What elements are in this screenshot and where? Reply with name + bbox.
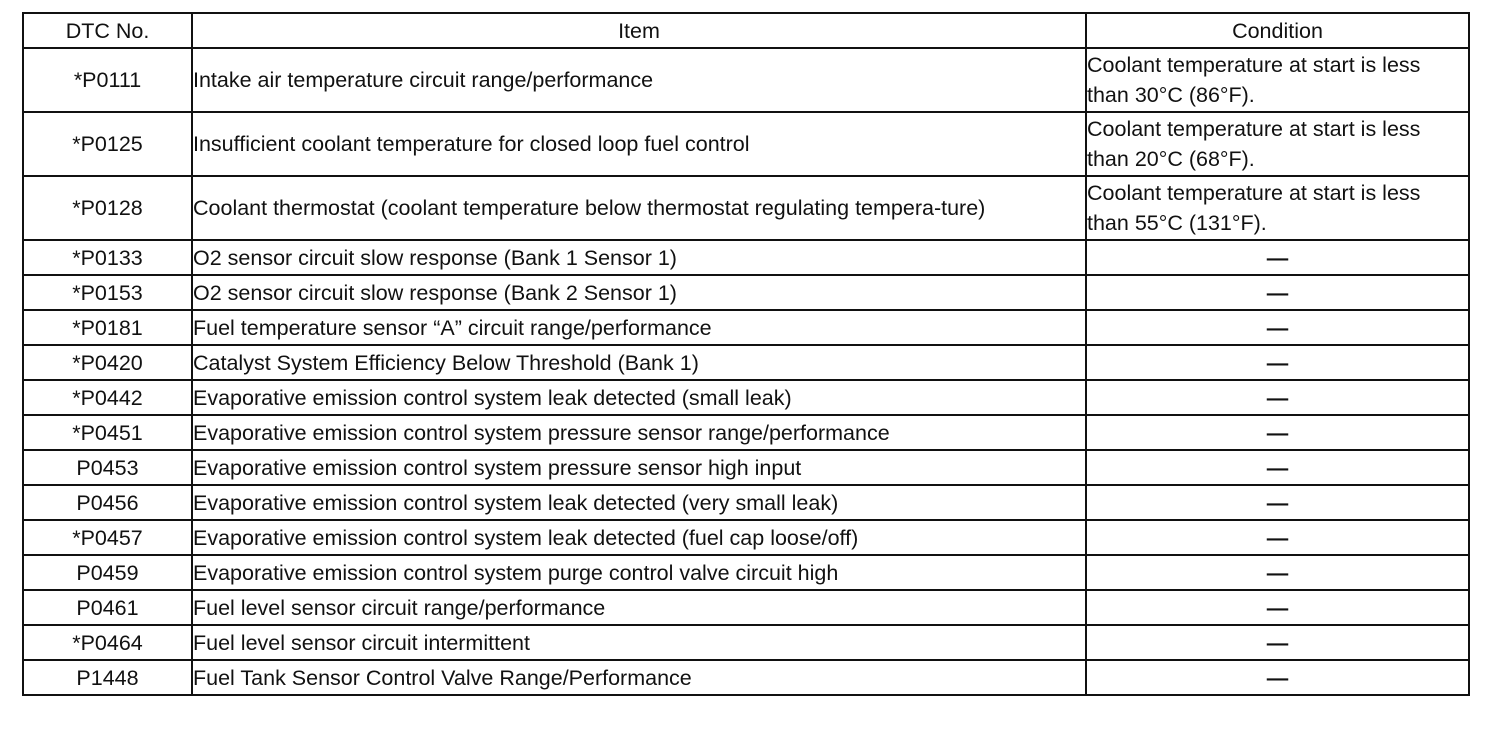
- dash-glyph: —: [1266, 665, 1289, 690]
- dtc-code: *P0181: [23, 310, 192, 345]
- header-row: [23, 13, 1469, 48]
- table-row: [23, 590, 1469, 625]
- dtc-item: Fuel temperature sensor “A” circuit range/performance: [192, 310, 1086, 345]
- table-row: [23, 310, 1469, 345]
- dtc-code: *P0420: [23, 345, 192, 380]
- dtc-code: P1448: [23, 660, 192, 695]
- table-row: [23, 240, 1469, 275]
- dtc-item: Fuel level sensor circuit intermittent: [192, 625, 1086, 660]
- dtc-item: Evaporative emission control system pressure sensor high input: [192, 450, 1086, 485]
- dtc-code: *P0153: [23, 275, 192, 310]
- dtc-condition: Coolant temperature at start is less than 55°C (131°F).: [1086, 176, 1469, 240]
- table-row: [23, 112, 1469, 176]
- dtc-code: *P0442: [23, 380, 192, 415]
- dash-glyph: —: [1266, 525, 1289, 550]
- dtc-condition-dash: [1086, 310, 1469, 345]
- dtc-condition-dash: [1086, 450, 1469, 485]
- table-row: [23, 415, 1469, 450]
- table-row: [23, 380, 1469, 415]
- dash-glyph: —: [1266, 280, 1289, 305]
- header-item: Item: [192, 13, 1086, 48]
- dtc-table: [22, 12, 1470, 696]
- dtc-condition-dash: [1086, 660, 1469, 695]
- dash-glyph: —: [1266, 490, 1289, 515]
- table-row: [23, 625, 1469, 660]
- table-row: [23, 485, 1469, 520]
- dtc-item: O2 sensor circuit slow response (Bank 2 Sensor 1): [192, 275, 1086, 310]
- dtc-item: O2 sensor circuit slow response (Bank 1 Sensor 1): [192, 240, 1086, 275]
- dtc-item: Evaporative emission control system pressure sensor range/performance: [192, 415, 1086, 450]
- dtc-condition-dash: [1086, 380, 1469, 415]
- dtc-condition-dash: [1086, 590, 1469, 625]
- dtc-condition-dash: [1086, 240, 1469, 275]
- dtc-code: P0459: [23, 555, 192, 590]
- header-dtc-no: DTC No.: [23, 13, 192, 48]
- table-row: [23, 660, 1469, 695]
- dtc-item: Evaporative emission control system leak detected (very small leak): [192, 485, 1086, 520]
- dtc-item: Coolant thermostat (coolant temperature below thermostat regulating tempera-ture): [192, 176, 1086, 240]
- table-row: [23, 176, 1469, 240]
- dash-glyph: —: [1266, 595, 1289, 620]
- dtc-code: P0461: [23, 590, 192, 625]
- dtc-condition-dash: [1086, 555, 1469, 590]
- dtc-code: *P0125: [23, 112, 192, 176]
- dtc-condition-dash: [1086, 625, 1469, 660]
- dash-glyph: —: [1266, 245, 1289, 270]
- table-row: [23, 450, 1469, 485]
- dtc-item: Fuel level sensor circuit range/performance: [192, 590, 1086, 625]
- table-row: [23, 48, 1469, 112]
- dtc-item: Insufficient coolant temperature for closed loop fuel control: [192, 112, 1086, 176]
- dtc-code: *P0451: [23, 415, 192, 450]
- dash-glyph: —: [1266, 455, 1289, 480]
- dtc-condition: Coolant temperature at start is less than 30°C (86°F).: [1086, 48, 1469, 112]
- table-row: [23, 345, 1469, 380]
- dtc-item: Catalyst System Efficiency Below Threshold (Bank 1): [192, 345, 1086, 380]
- dtc-item: Evaporative emission control system leak detected (small leak): [192, 380, 1086, 415]
- dtc-code: *P0128: [23, 176, 192, 240]
- dash-glyph: —: [1266, 560, 1289, 585]
- table-row: [23, 555, 1469, 590]
- dash-glyph: —: [1266, 350, 1289, 375]
- dtc-item: Intake air temperature circuit range/performance: [192, 48, 1086, 112]
- dtc-condition-dash: [1086, 520, 1469, 555]
- dash-glyph: —: [1266, 630, 1289, 655]
- dash-glyph: —: [1266, 385, 1289, 410]
- dtc-code: P0453: [23, 450, 192, 485]
- dtc-code: *P0111: [23, 48, 192, 112]
- dash-glyph: —: [1266, 420, 1289, 445]
- dtc-code: *P0133: [23, 240, 192, 275]
- table-row: [23, 520, 1469, 555]
- table-row: [23, 275, 1469, 310]
- dtc-condition-dash: [1086, 415, 1469, 450]
- dtc-code: P0456: [23, 485, 192, 520]
- header-condition: Condition: [1086, 13, 1469, 48]
- dtc-code: *P0457: [23, 520, 192, 555]
- dtc-condition: Coolant temperature at start is less than 20°C (68°F).: [1086, 112, 1469, 176]
- dtc-condition-dash: [1086, 345, 1469, 380]
- dtc-item: Fuel Tank Sensor Control Valve Range/Performance: [192, 660, 1086, 695]
- dtc-item: Evaporative emission control system purge control valve circuit high: [192, 555, 1086, 590]
- dtc-condition-dash: [1086, 275, 1469, 310]
- dtc-condition-dash: [1086, 485, 1469, 520]
- dtc-item: Evaporative emission control system leak detected (fuel cap loose/off): [192, 520, 1086, 555]
- dash-glyph: —: [1266, 315, 1289, 340]
- dtc-code: *P0464: [23, 625, 192, 660]
